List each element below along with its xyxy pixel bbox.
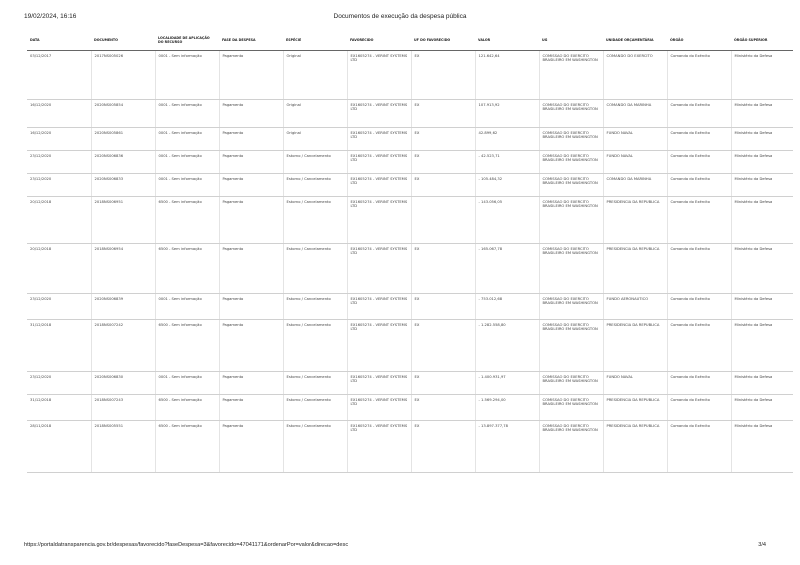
cell-favorecido[interactable]: EX1605274 - VERINT SYSTEMS LTD [347, 150, 411, 173]
cell-unidade: PRESIDENCIA DA REPUBLICA [603, 319, 667, 371]
table-row [27, 127, 793, 150]
table-row [27, 319, 793, 371]
cell-favorecido[interactable]: EX1605274 - VERINT SYSTEMS LTD [347, 319, 411, 371]
column-header-uf[interactable]: UF DO FAVORECIDO [411, 31, 475, 50]
cell-favorecido[interactable]: EX1605274 - VERINT SYSTEMS LTD [347, 293, 411, 319]
cell-orgao-superior[interactable]: Ministério da Defesa [731, 127, 793, 150]
cell-uf: EX [411, 50, 475, 99]
cell-uf: EX [411, 293, 475, 319]
cell-ug[interactable]: COMISSAO DO EXERCITO BRASILEIRO EM WASHINGTON [539, 371, 603, 394]
column-header-unidade[interactable]: UNIDADE ORÇAMENTÁRIA [603, 31, 667, 50]
cell-data[interactable]: 23/12/2020 [27, 293, 91, 319]
cell-valor: - 165.067,78 [475, 243, 539, 293]
cell-unidade: COMANDO DA MARINHA [603, 99, 667, 127]
cell-orgao[interactable]: Comando do Exército [667, 243, 731, 293]
cell-documento[interactable]: 2018NS005551 [91, 420, 155, 472]
cell-favorecido[interactable]: EX1605274 - VERINT SYSTEMS LTD [347, 127, 411, 150]
table-row [27, 196, 793, 243]
cell-documento[interactable]: 2020NS005861 [91, 127, 155, 150]
page-title: Documentos de execução da despesa pública [333, 13, 467, 20]
cell-unidade: FUNDO NAVAL [603, 127, 667, 150]
cell-ug[interactable]: COMISSAO DO EXERCITO BRASILEIRO EM WASHINGTON [539, 99, 603, 127]
cell-data[interactable]: 28/11/2018 [27, 420, 91, 472]
cell-localidade: 0001 - Sem informação [155, 50, 219, 99]
cell-orgao[interactable]: Comando do Exército [667, 319, 731, 371]
cell-documento[interactable]: 2020NS006830 [91, 371, 155, 394]
cell-documento[interactable]: 2018NS007243 [91, 394, 155, 420]
cell-uf: EX [411, 420, 475, 472]
cell-orgao-superior[interactable]: Ministério da Defesa [731, 394, 793, 420]
cell-localidade: 6500 - Sem informação [155, 394, 219, 420]
cell-orgao-superior[interactable]: Ministério da Defesa [731, 371, 793, 394]
cell-valor: - 1.282.558,80 [475, 319, 539, 371]
cell-favorecido[interactable]: EX1605274 - VERINT SYSTEMS LTD [347, 99, 411, 127]
column-header-ug[interactable]: UG [539, 31, 603, 50]
cell-valor: - 1.569.294,00 [475, 394, 539, 420]
cell-fase: Pagamento [219, 173, 283, 196]
cell-documento[interactable]: 2017NS005026 [91, 50, 155, 99]
cell-orgao-superior[interactable]: Ministério da Defesa [731, 99, 793, 127]
cell-fase: Pagamento [219, 99, 283, 127]
cell-data[interactable]: 16/12/2020 [27, 127, 91, 150]
cell-valor: 121.642,64 [475, 50, 539, 99]
table-row [27, 50, 793, 99]
cell-ug[interactable]: COMISSAO DO EXERCITO BRASILEIRO EM WASHINGTON [539, 50, 603, 99]
cell-data[interactable]: 20/12/2018 [27, 196, 91, 243]
cell-data[interactable]: 16/12/2020 [27, 99, 91, 127]
column-header-data[interactable]: DATA [27, 31, 91, 50]
cell-localidade: 6500 - Sem informação [155, 319, 219, 371]
cell-unidade: COMANDO DA MARINHA [603, 173, 667, 196]
cell-ug[interactable]: COMISSAO DO EXERCITO BRASILEIRO EM WASHINGTON [539, 243, 603, 293]
cell-especie: Estorno / Cancelamento [283, 420, 347, 472]
cell-especie: Original [283, 50, 347, 99]
cell-unidade: PRESIDENCIA DA REPUBLICA [603, 243, 667, 293]
column-header-fase[interactable]: FASE DA DESPESA [219, 31, 283, 50]
cell-valor: 107.913,92 [475, 99, 539, 127]
cell-uf: EX [411, 99, 475, 127]
cell-unidade: COMANDO DO EXERCITO [603, 50, 667, 99]
cell-data[interactable]: 20/12/2018 [27, 243, 91, 293]
cell-fase: Pagamento [219, 371, 283, 394]
cell-orgao[interactable]: Comando do Exército [667, 99, 731, 127]
cell-valor: - 143.056,05 [475, 196, 539, 243]
cell-valor: - 13.897.377,78 [475, 420, 539, 472]
cell-unidade: PRESIDENCIA DA REPUBLICA [603, 394, 667, 420]
cell-especie: Estorno / Cancelamento [283, 293, 347, 319]
cell-data[interactable]: 23/12/2020 [27, 173, 91, 196]
table-row [27, 243, 793, 293]
cell-documento[interactable]: 2020NS006833 [91, 173, 155, 196]
cell-ug[interactable]: COMISSAO DO EXERCITO BRASILEIRO EM WASHINGTON [539, 420, 603, 472]
cell-favorecido[interactable]: EX1605274 - VERINT SYSTEMS LTD [347, 196, 411, 243]
cell-orgao[interactable]: Comando do Exército [667, 420, 731, 472]
cell-documento[interactable]: 2018NS006951 [91, 196, 155, 243]
cell-orgao[interactable]: Comando do Exército [667, 150, 731, 173]
page-number: 3/4 [758, 542, 766, 548]
cell-especie: Estorno / Cancelamento [283, 319, 347, 371]
cell-fase: Pagamento [219, 394, 283, 420]
cell-orgao[interactable]: Comando do Exército [667, 293, 731, 319]
cell-documento[interactable]: 2018NS007242 [91, 319, 155, 371]
cell-valor: - 105.484,32 [475, 173, 539, 196]
cell-localidade: 0001 - Sem informação [155, 150, 219, 173]
cell-documento[interactable]: 2020NS005854 [91, 99, 155, 127]
cell-favorecido[interactable]: EX1605274 - VERINT SYSTEMS LTD [347, 173, 411, 196]
cell-localidade: 0001 - Sem informação [155, 99, 219, 127]
table-row [27, 394, 793, 420]
cell-localidade: 0001 - Sem informação [155, 127, 219, 150]
table-row [27, 99, 793, 127]
print-header [24, 13, 776, 25]
table-row [27, 173, 793, 196]
cell-favorecido[interactable]: EX1605274 - VERINT SYSTEMS LTD [347, 371, 411, 394]
cell-orgao-superior[interactable]: Ministério da Defesa [731, 150, 793, 173]
table-row [27, 293, 793, 319]
cell-especie: Estorno / Cancelamento [283, 173, 347, 196]
cell-localidade: 6500 - Sem informação [155, 196, 219, 243]
cell-documento[interactable]: 2020NS006839 [91, 293, 155, 319]
column-header-especie[interactable]: ESPÉCIE [283, 31, 347, 50]
cell-unidade: PRESIDENCIA DA REPUBLICA [603, 196, 667, 243]
cell-especie: Estorno / Cancelamento [283, 371, 347, 394]
cell-fase: Pagamento [219, 319, 283, 371]
cell-orgao-superior[interactable]: Ministério da Defesa [731, 319, 793, 371]
cell-documento[interactable]: 2020NS006836 [91, 150, 155, 173]
cell-especie: Estorno / Cancelamento [283, 150, 347, 173]
cell-fase: Pagamento [219, 293, 283, 319]
cell-ug[interactable]: COMISSAO DO EXERCITO BRASILEIRO EM WASHINGTON [539, 293, 603, 319]
cell-especie: Estorno / Cancelamento [283, 394, 347, 420]
table-row [27, 150, 793, 173]
cell-ug[interactable]: COMISSAO DO EXERCITO BRASILEIRO EM WASHINGTON [539, 196, 603, 243]
cell-fase: Pagamento [219, 50, 283, 99]
cell-localidade: 0001 - Sem informação [155, 293, 219, 319]
column-header-orgao-superior[interactable]: ÓRGÃO SUPERIOR [731, 31, 793, 50]
cell-orgao[interactable]: Comando do Exército [667, 50, 731, 99]
column-header-favorecido[interactable]: FAVORECIDO [347, 31, 411, 50]
column-header-documento[interactable]: DOCUMENTO [91, 31, 155, 50]
cell-ug[interactable]: COMISSAO DO EXERCITO BRASILEIRO EM WASHINGTON [539, 173, 603, 196]
cell-especie: Estorno / Cancelamento [283, 243, 347, 293]
table-row [27, 371, 793, 394]
print-footer [24, 542, 776, 554]
cell-data[interactable]: 31/12/2018 [27, 394, 91, 420]
cell-uf: EX [411, 394, 475, 420]
cell-orgao[interactable]: Comando do Exército [667, 173, 731, 196]
cell-ug[interactable]: COMISSAO DO EXERCITO BRASILEIRO EM WASHINGTON [539, 127, 603, 150]
cell-orgao-superior[interactable]: Ministério da Defesa [731, 173, 793, 196]
cell-ug[interactable]: COMISSAO DO EXERCITO BRASILEIRO EM WASHINGTON [539, 319, 603, 371]
column-header-valor[interactable]: VALOR [475, 31, 539, 50]
cell-fase: Pagamento [219, 243, 283, 293]
cell-uf: EX [411, 150, 475, 173]
cell-favorecido[interactable]: EX1605274 - VERINT SYSTEMS LTD [347, 50, 411, 99]
cell-orgao-superior[interactable]: Ministério da Defesa [731, 293, 793, 319]
cell-uf: EX [411, 371, 475, 394]
expenses-table [27, 31, 793, 473]
cell-documento[interactable]: 2018NS006954 [91, 243, 155, 293]
cell-orgao[interactable]: Comando do Exército [667, 127, 731, 150]
column-header-localidade[interactable]: LOCALIDADE DE APLICAÇÃO DO RECURSO [155, 31, 219, 50]
cell-uf [411, 196, 475, 243]
cell-favorecido[interactable]: EX1605274 - VERINT SYSTEMS LTD [347, 420, 411, 472]
cell-localidade: 0001 - Sem informação [155, 371, 219, 394]
cell-uf: EX [411, 173, 475, 196]
cell-data[interactable]: 23/12/2020 [27, 371, 91, 394]
cell-fase: Pagamento [219, 420, 283, 472]
cell-unidade: FUNDO NAVAL [603, 371, 667, 394]
column-header-orgao[interactable]: ÓRGÃO [667, 31, 731, 50]
cell-uf: EX [411, 127, 475, 150]
cell-unidade: FUNDO NAVAL [603, 150, 667, 173]
cell-fase: Pagamento [219, 127, 283, 150]
cell-fase: Pagamento [219, 196, 283, 243]
cell-orgao[interactable]: Comando do Exército [667, 196, 731, 243]
cell-favorecido[interactable]: EX1605274 - VERINT SYSTEMS LTD [347, 243, 411, 293]
cell-valor: - 1.400.931,97 [475, 371, 539, 394]
cell-orgao-superior[interactable]: Ministério da Defesa [731, 243, 793, 293]
cell-orgao[interactable]: Comando do Exército [667, 394, 731, 420]
cell-orgao[interactable]: Comando do Exército [667, 371, 731, 394]
cell-uf: EX [411, 243, 475, 293]
cell-especie: Original [283, 99, 347, 127]
page-url: https://portaldatransparencia.gov.br/despesas/favorecido?faseDespesa=3&favorecido=47041171&ordenarPor=valor&direcao=desc [24, 542, 349, 548]
table-row [27, 420, 793, 472]
cell-orgao-superior[interactable]: Ministério da Defesa [731, 50, 793, 99]
cell-localidade: 0001 - Sem informação [155, 173, 219, 196]
cell-data[interactable]: 31/12/2018 [27, 319, 91, 371]
cell-unidade: PRESIDENCIA DA REPUBLICA [603, 420, 667, 472]
cell-fase: Pagamento [219, 150, 283, 173]
cell-especie: Estorno / Cancelamento [283, 196, 347, 243]
cell-ug[interactable]: COMISSAO DO EXERCITO BRASILEIRO EM WASHINGTON [539, 394, 603, 420]
cell-especie: Original [283, 127, 347, 150]
cell-uf: EX [411, 319, 475, 371]
cell-unidade: FUNDO AERONAUTICO [603, 293, 667, 319]
cell-orgao-superior[interactable]: Ministério da Defesa [731, 196, 793, 243]
table-header-row [27, 31, 793, 50]
cell-favorecido[interactable]: EX1605274 - VERINT SYSTEMS LTD [347, 394, 411, 420]
cell-localidade: 6500 - Sem informação [155, 243, 219, 293]
cell-valor: - 753.012,68 [475, 293, 539, 319]
cell-data[interactable]: 23/12/2020 [27, 150, 91, 173]
cell-orgao-superior[interactable]: Ministério da Defesa [731, 420, 793, 472]
cell-valor: 42.899,62 [475, 127, 539, 150]
cell-valor: - 42.523,71 [475, 150, 539, 173]
cell-ug[interactable]: COMISSAO DO EXERCITO BRASILEIRO EM WASHINGTON [539, 150, 603, 173]
cell-localidade: 6500 - Sem informação [155, 420, 219, 472]
cell-data[interactable]: 03/12/2017 [27, 50, 91, 99]
print-datetime: 19/02/2024, 16:16 [24, 13, 77, 20]
